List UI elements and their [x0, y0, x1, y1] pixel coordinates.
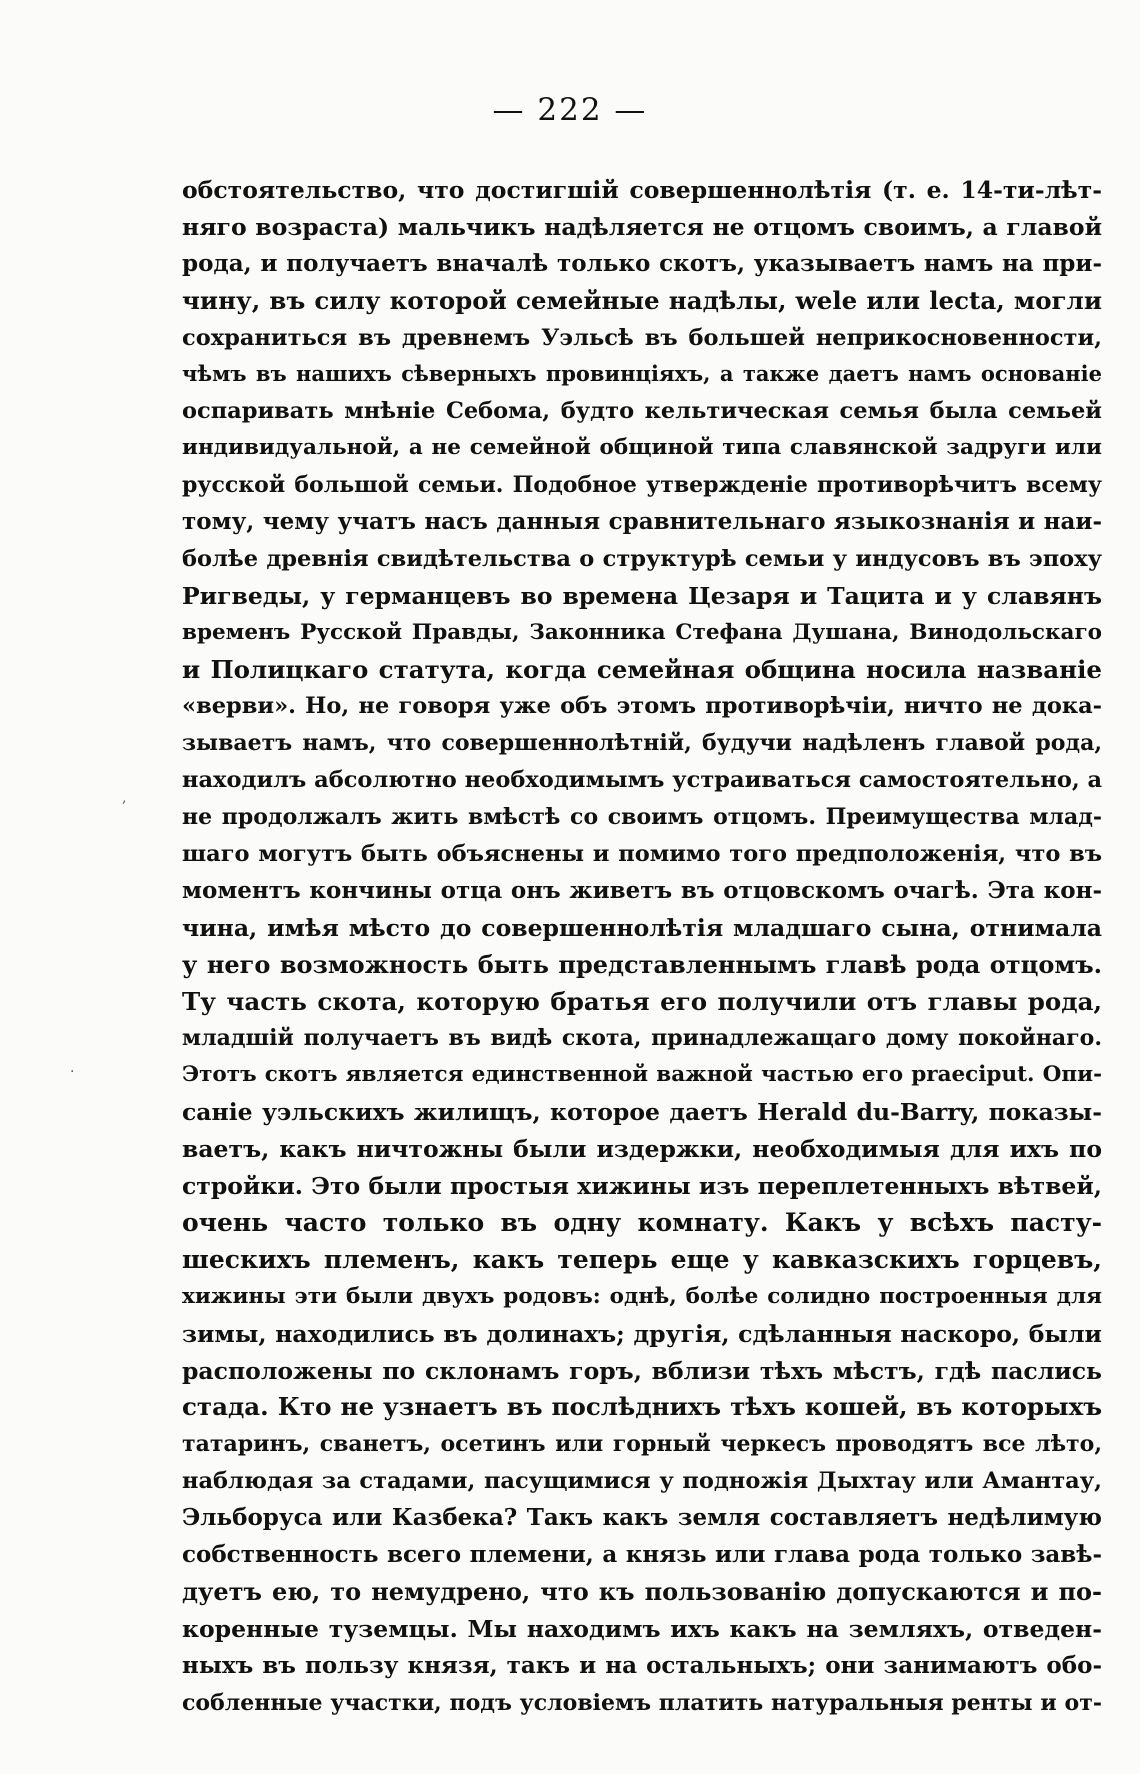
text-line: «верви». Но, не говоря уже объ этомъ противорѣчіи, ничто не дока- — [182, 693, 1102, 720]
text-line: хижины эти были двухъ родовъ: однѣ, болѣе солидно построенныя для — [182, 1283, 1102, 1309]
body-text — [182, 172, 1102, 1721]
text-line: сохраниться въ древнемъ Уэльсѣ въ большей неприкосновенности, — [182, 324, 1102, 351]
text-line: няго возраста) мальчикъ надѣляется не отцомъ своимъ, а главой — [182, 212, 1102, 241]
text-line: саніе уэльскихъ жилищъ, которое даетъ Herald du-Barry, показы- — [182, 1098, 1102, 1127]
margin-speck: , — [122, 790, 127, 806]
text-line: собственность всего племени, а князь или глава рода только завѣ- — [182, 1540, 1102, 1568]
text-line: Эльборуса или Казбека? Такъ какъ земля составляетъ недѣлимую — [182, 1504, 1102, 1532]
text-line: зываетъ намъ, что совершеннолѣтній, будучи надѣленъ главой рода, — [182, 730, 1102, 757]
text-line: ныхъ въ пользу князя, такъ и на остальныхъ; они занимаютъ обо- — [182, 1651, 1102, 1679]
text-line: Ту часть скота, которую братья его получили отъ главы рода, — [182, 986, 1102, 1016]
text-line: очень часто только въ одну комнату. Какъ у всѣхъ пасту- — [182, 1207, 1102, 1237]
text-line: зимы, находились въ долинахъ; другія, сдѣланныя наскоро, были — [182, 1319, 1102, 1348]
text-line: у него возможность быть представленнымъ главѣ рода отцомъ. — [182, 949, 1102, 979]
text-line: чѣмъ въ нашихъ сѣверныхъ провинціяхъ, а также даетъ намъ основаніе — [182, 361, 1102, 387]
margin-speck: . — [70, 1060, 75, 1076]
text-line: и Полицкаго статута, когда семейная община носила названіе — [182, 654, 1102, 684]
text-line: дуетъ ею, то немудрено, что къ пользованію допускаются и по- — [182, 1576, 1102, 1606]
text-line: не продолжалъ жить вмѣстѣ со своимъ отцомъ. Преимущества млад- — [182, 804, 1102, 831]
text-line: рода, и получаетъ вначалѣ только скотъ, указываетъ намъ на при- — [182, 249, 1102, 277]
text-line: находилъ абсолютно необходимымъ устраиваться самостоятельно, а — [182, 767, 1102, 794]
text-line: Ригведы, у германцевъ во времена Цезаря и Тацита и у славянъ — [182, 581, 1102, 610]
text-line: татаринъ, сванетъ, осетинъ или горный черкесъ проводятъ все лѣто, — [182, 1431, 1102, 1458]
text-line: временъ Русской Правды, Законника Стефана Душана, Винодольскаго — [182, 619, 1102, 645]
text-line: стада. Кто не узнаетъ въ послѣднихъ тѣхъ кошей, въ которыхъ — [182, 1392, 1102, 1422]
text-line: расположены по склонамъ горъ, вблизи тѣхъ мѣстъ, гдѣ паслись — [182, 1356, 1102, 1385]
text-line: ваетъ, какъ ничтожны были издержки, необходимыя для ихъ по — [182, 1135, 1102, 1164]
text-line: чина, имѣя мѣсто до совершеннолѣтія младшаго сына, отнимала — [182, 913, 1102, 942]
text-line: чину, въ силу которой семейные надѣлы, wele или lecta, могли — [182, 285, 1102, 315]
text-line: русской большой семьи. Подобное утвержденіе противорѣчитъ всему — [182, 472, 1102, 499]
text-line: оспаривать мнѣніе Себома, будто кельтическая семья была семьей — [182, 398, 1102, 425]
page-number: — 222 — — [492, 92, 648, 128]
text-line: моментъ кончины отца онъ живетъ въ отцовскомъ очагѣ. Эта кон- — [182, 876, 1102, 904]
text-line: шескихъ племенъ, какъ теперь еще у кавказскихъ горцевъ, — [182, 1244, 1102, 1274]
text-line: коренные туземцы. Мы находимъ ихъ какъ на земляхъ, отведен- — [182, 1614, 1102, 1643]
text-line: шаго могутъ быть объяснены и помимо того предположенія, что въ — [182, 841, 1102, 868]
text-line: болѣе древнія свидѣтельства о структурѣ семьи у индусовъ въ эпоху — [182, 545, 1102, 572]
text-line: Этотъ скотъ является единственной важной частью его praeciput. Опи- — [182, 1062, 1102, 1088]
text-line: собленные участки, подъ условіемъ платить натуральныя ренты и от- — [182, 1689, 1102, 1716]
text-line: младшій получаетъ въ видѣ скота, принадлежащаго дому покойнаго. — [182, 1025, 1102, 1052]
text-line: стройки. Это были простыя хижины изъ переплетенныхъ вѣтвей, — [182, 1172, 1102, 1201]
text-line: наблюдая за стадами, пасущимися у подножія Дыхтау или Амантау, — [182, 1468, 1102, 1495]
text-line: индивидуальной, а не семейной общиной типа славянской задруги или — [182, 435, 1102, 461]
text-line: тому, чему учатъ насъ данныя сравнительнаго языкознанія и наи- — [182, 508, 1102, 536]
text-line: обстоятельство, что достигшій совершеннолѣтія (т. е. 14-ти-лѣт- — [182, 176, 1102, 204]
